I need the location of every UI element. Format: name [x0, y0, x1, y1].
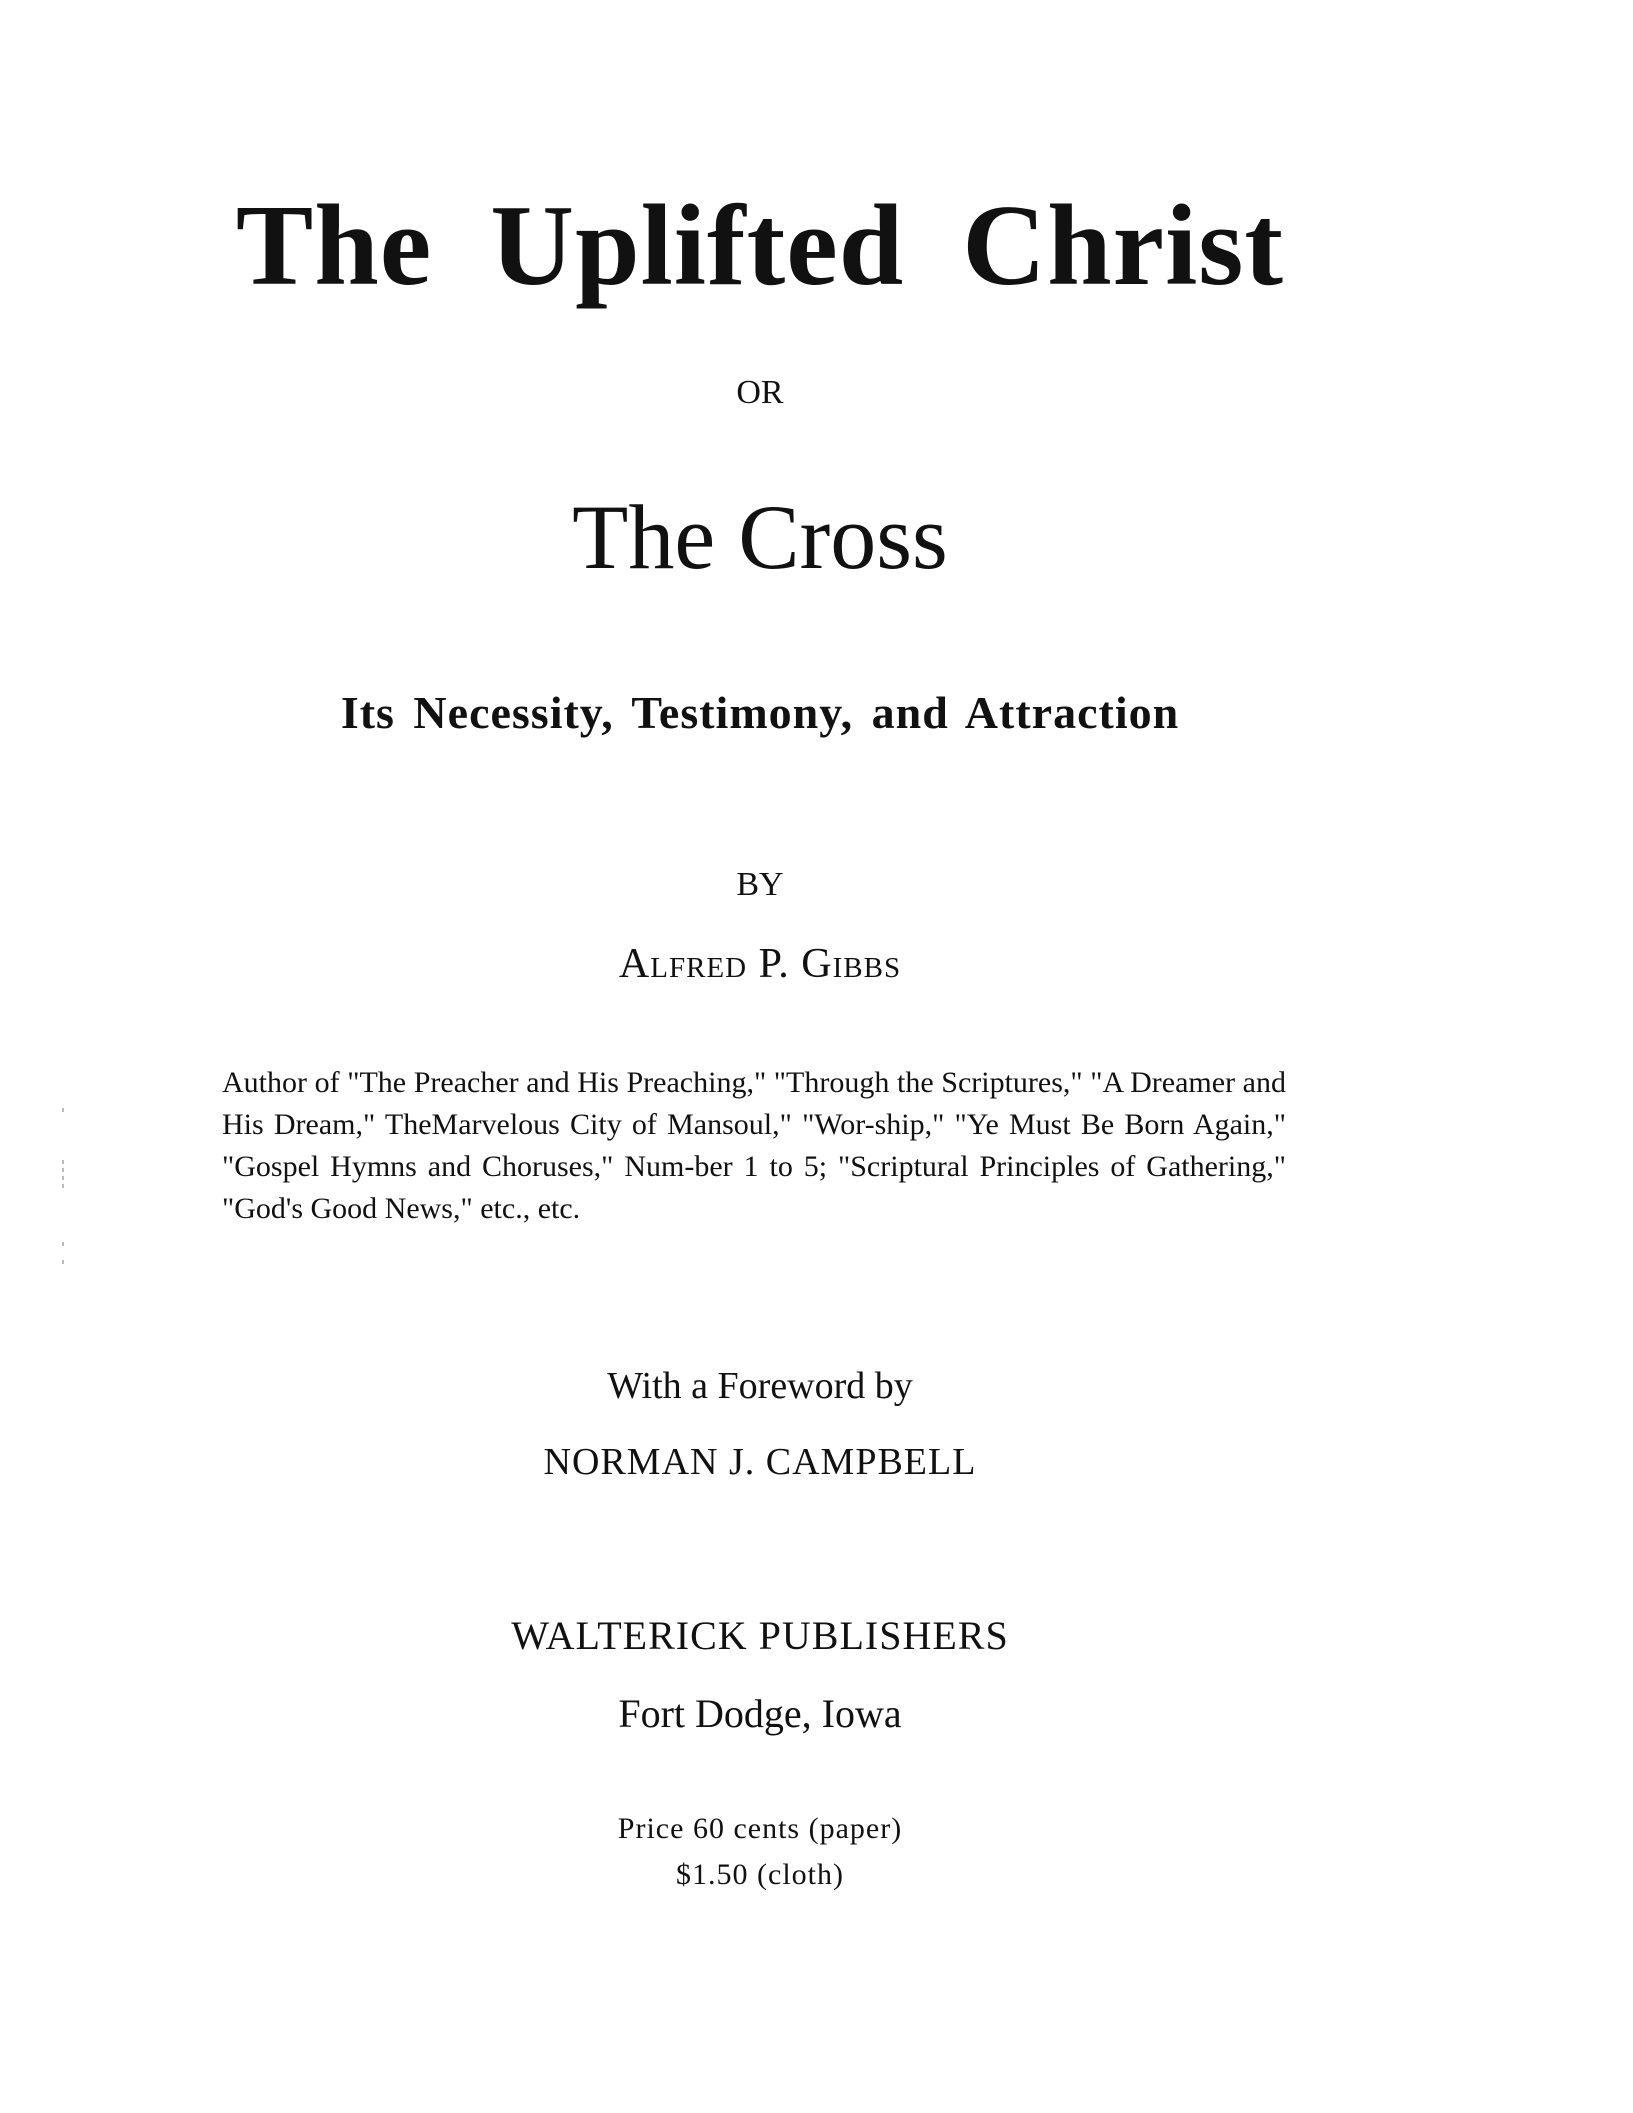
publisher-location: Fort Dodge, Iowa	[618, 1691, 902, 1736]
title-connector: OR	[736, 374, 784, 411]
by-label: BY	[736, 866, 784, 903]
other-works-paragraph: Author of "The Preacher and His Preaching," "Through the Scriptures," "A Dreamer and His Dream," TheMarvelous City of Mansoul," "Wor-ship," "Ye Must Be Born Again," "Gospel Hymns and Choruses," Num-ber 1 to 5; "Scriptural Principles of Gathering," "God's Good News," etc., etc.	[222, 1066, 1286, 1225]
margin-dots	[62, 1108, 68, 1268]
foreword-author: NORMAN J. CAMPBELL	[543, 1441, 977, 1483]
author-name: Alfred P. Gibbs	[618, 941, 902, 987]
book-tagline: Its Necessity, Testimony, and Attraction	[340, 687, 1180, 738]
foreword-label: With a Foreword by	[607, 1365, 913, 1407]
publisher-name: WALTERICK PUBLISHERS	[511, 1613, 1009, 1658]
price-paper: Price 60 cents (paper)	[617, 1812, 903, 1845]
price-cloth: $1.50 (cloth)	[676, 1858, 844, 1891]
book-subtitle: The Cross	[572, 486, 948, 588]
book-title: The Uplifted Christ	[235, 182, 1285, 310]
